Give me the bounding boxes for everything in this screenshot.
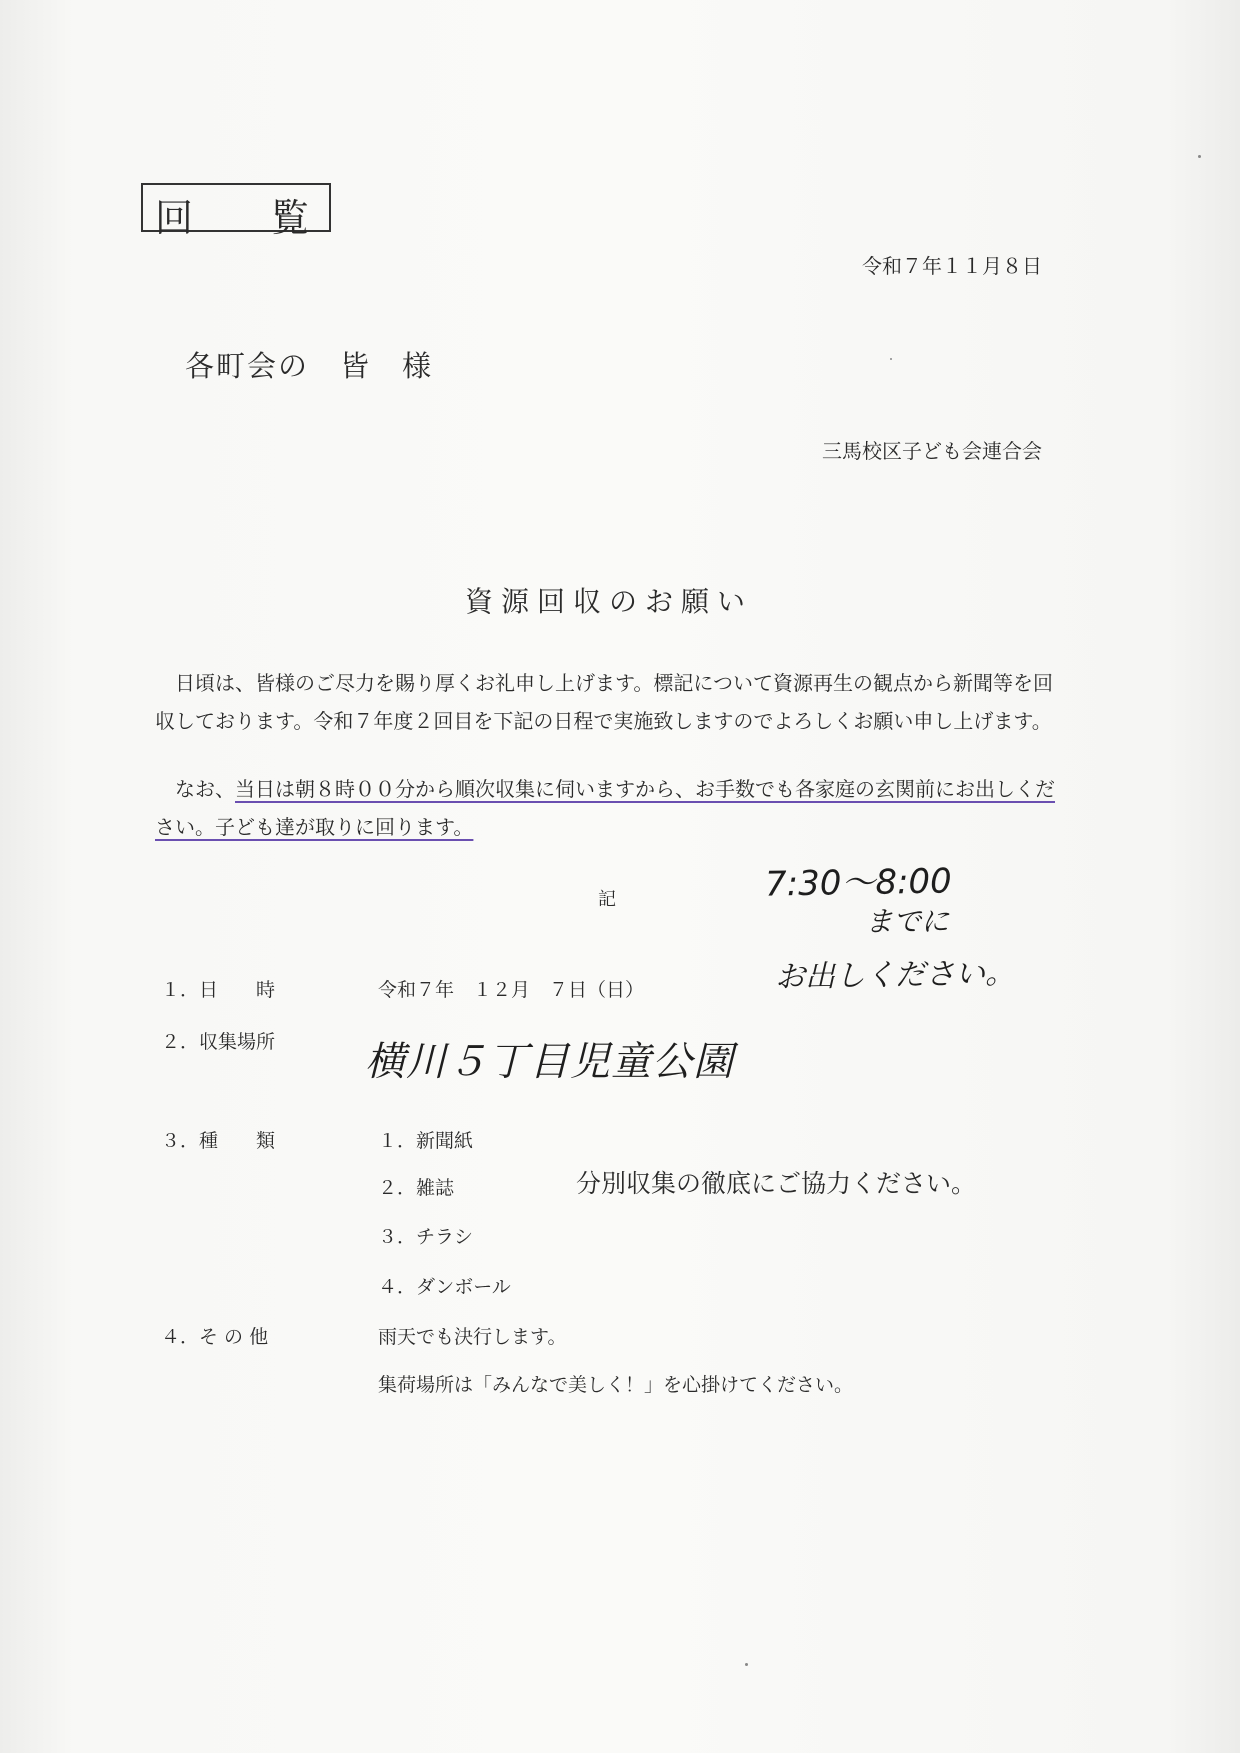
ki-heading: 記: [598, 889, 616, 910]
item-value-flyers: ３．チラシ: [378, 1226, 474, 1248]
item-label-other: ４．そ の 他: [161, 1326, 269, 1348]
item-value-datetime: 令和７年 １２月 ７日（日）: [378, 979, 645, 1001]
item-label-place: ２．収集場所: [161, 1031, 276, 1053]
item-value-rain: 雨天でも決行します。: [378, 1326, 567, 1348]
circulation-char-2: 覧: [271, 196, 310, 240]
document-title: 資源回収のお願い: [465, 585, 754, 618]
item-value-newspaper: １．新聞紙: [378, 1130, 474, 1152]
handwritten-made-ni: までに: [865, 905, 950, 938]
item-value-cardboard: ４．ダンボール: [378, 1276, 511, 1298]
handwritten-collection-place: 横川５丁目児童公園: [365, 1039, 734, 1085]
scan-speck: [745, 1663, 748, 1666]
paragraph-1-text: 日頃は、皆様のご尽力を賜り厚くお礼申し上げます。標記について資源再生の観点から新聞等を回収しております。令和７年度２回目を下記の日程で実施致しますのでよろしくお願い申し上げます。: [155, 671, 1053, 733]
body-paragraph-1: [155, 664, 1065, 740]
addressee: 各町会の 皆 様: [185, 349, 434, 383]
sender-organization: 三馬校区子ども会連合会: [822, 439, 1042, 463]
paragraph-2-lead: なお、: [175, 777, 235, 801]
item-label-datetime: １．日 時: [161, 979, 276, 1001]
handwritten-time-range: 7:30〜8:00: [764, 861, 953, 905]
circulation-char-1: 回: [155, 196, 194, 240]
item-value-magazine: ２．雑誌: [378, 1177, 455, 1199]
handwritten-please-put-out: お出しください。: [774, 955, 1016, 996]
issue-date: 令和７年１１月８日: [862, 254, 1042, 278]
scan-speck: [1198, 155, 1201, 158]
item-value-cleanliness: 集荷場所は「みんなで美しく！」を心掛けてください。: [378, 1374, 854, 1396]
circulation-stamp-box: [141, 183, 331, 240]
sorting-note: 分別収集の徹底にご協力ください。: [576, 1169, 977, 1198]
item-label-types: ３．種 類: [161, 1130, 276, 1152]
scan-speck: [890, 358, 892, 360]
paragraph-2-underlined: 当日は朝８時００分から順次収集に伺いますから、お手数でも各家庭の玄関前にお出しください。子ども達が取りに回ります。: [155, 777, 1055, 839]
body-paragraph-2: [155, 770, 1065, 846]
